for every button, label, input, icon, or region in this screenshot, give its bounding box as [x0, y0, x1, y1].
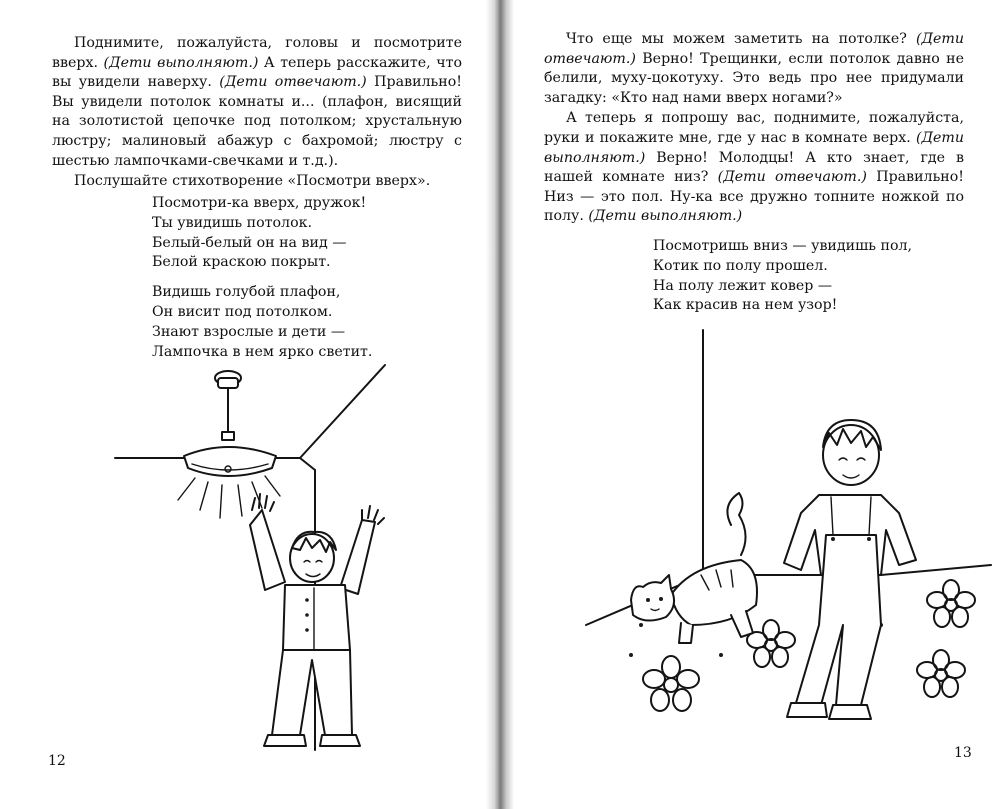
- left-paragraph-2: [52, 172, 462, 192]
- right-paragraph-1: [544, 30, 964, 108]
- paragraph-segment: Верно! Трещинки, если потолок давно не белили, муху-цокотуху. Это ведь про нее придумали загадку: «Кто над нами вверх ногами?»: [544, 50, 964, 106]
- paragraph-segment: Верно! Молодцы! А кто знает, где в нашей комнате низ?: [544, 149, 964, 186]
- left-page: [0, 0, 494, 809]
- paragraph-segment: А теперь я попрошу вас, поднимите, пожалуйста, руки и покажите мне, где у нас в комнате верх.: [544, 110, 964, 146]
- right-poem: [653, 237, 912, 316]
- light-rays: [178, 476, 280, 518]
- left-paragraph-1: [52, 34, 462, 171]
- poem-line: Лампочка в нем ярко светит.: [152, 343, 373, 360]
- paragraph-segment: Правильно! Вы увидели потолок комнаты и... (плафон, висящий на золотистой цепочке под потолком; хрустальную люстру; малиновый абажур с бахромой; люстру с шестью лампочками-свечками и т.д.).: [52, 74, 462, 169]
- poem-line: Посмотришь вниз — увидишь пол,: [653, 238, 913, 254]
- poem-line: Белой краскою покрыт.: [152, 254, 331, 271]
- cat-figure: [631, 493, 757, 643]
- right-page-text: [544, 30, 964, 227]
- boy-and-cat-on-carpet-illustration: [581, 325, 1000, 735]
- poem-line: Знают взрослые и дети —: [152, 323, 346, 340]
- stage-direction: (Дети отвечают.): [544, 31, 964, 67]
- poem-line: Как красив на нем узор!: [653, 297, 838, 314]
- paragraph-segment: Что еще мы можем заметить на потолке?: [566, 31, 916, 47]
- boy-under-ceiling-lamp-illustration: [100, 360, 420, 760]
- poem-stanza: [152, 283, 372, 362]
- book-spine-gutter: [486, 0, 514, 809]
- poem-line: Котик по полу прошел.: [653, 257, 828, 274]
- right-paragraph-2: [544, 109, 964, 227]
- right-page: [506, 0, 1000, 809]
- stage-direction: (Дети отвечают.): [717, 169, 867, 186]
- poem-stanza: [653, 237, 912, 316]
- poem-line: Ты увидишь потолок.: [152, 214, 312, 231]
- left-poem: [152, 194, 372, 362]
- poem-line: Посмотри-ка вверх, дружок!: [152, 195, 367, 211]
- stage-direction: (Дети выполняют.): [103, 54, 259, 71]
- stage-direction: (Дети выполняют.): [588, 208, 743, 225]
- left-page-text: [52, 34, 462, 192]
- poem-line: Белый-белый он на вид —: [152, 234, 347, 251]
- boy-figure: [250, 494, 384, 746]
- ceiling-edge-line: [115, 365, 385, 458]
- ceiling-lamp: [184, 371, 276, 476]
- poem-line: Он висит под потолком.: [152, 303, 333, 320]
- stage-direction: (Дети отвечают.): [219, 74, 367, 91]
- paragraph-segment: Поднимите, пожалуйста, головы и посмотрите вверх.: [52, 35, 462, 71]
- paragraph-segment: А теперь расскажите, что вы увидели наверху.: [52, 54, 462, 91]
- poem-stanza: [152, 194, 372, 273]
- page-number-left: 12: [48, 753, 66, 769]
- paragraph-segment: Правильно! Низ — это пол. Ну-ка все дружно топните ножкой по полу.: [544, 169, 964, 225]
- stage-direction: (Дети выполняют.): [544, 129, 964, 166]
- poem-line: На полу лежит ковер —: [653, 277, 833, 294]
- poem-line: Видишь голубой плафон,: [152, 284, 341, 301]
- boy-figure: [784, 420, 916, 719]
- page-number-right: 13: [954, 745, 972, 761]
- ceiling-corner-line: [300, 458, 315, 470]
- paragraph-segment: Послушайте стихотворение «Посмотри вверх».: [74, 173, 431, 190]
